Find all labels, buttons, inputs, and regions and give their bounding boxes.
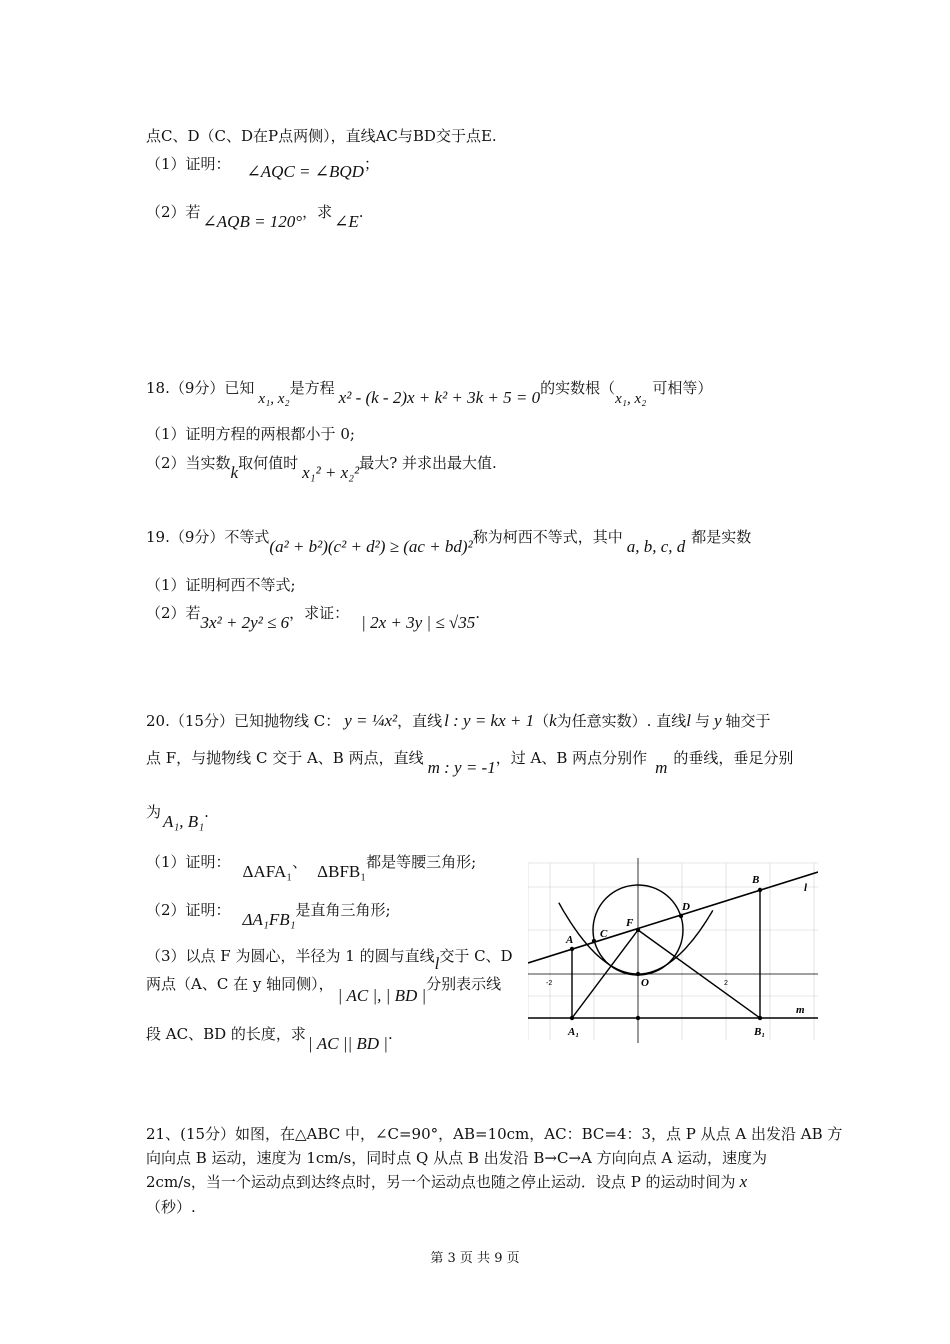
point-m-origin: [636, 1016, 640, 1020]
q17-part1-math: ∠AQC = ∠BQD: [246, 162, 364, 181]
q18-part2: [146, 453, 497, 482]
q20-head: [146, 711, 771, 731]
q17-part2-math2: ∠E: [334, 212, 359, 231]
q20-line-l: l : y = kx + 1: [444, 711, 535, 730]
point-f: [636, 928, 640, 932]
q20-with: 与: [694, 712, 710, 730]
q17-part2: [146, 202, 364, 231]
q19-part2-goal: | 2x + 3y | ≤ √35: [361, 613, 476, 632]
q20-line-k: k: [549, 711, 557, 730]
q18-part2-expr: x₁² + x₂²: [302, 463, 360, 482]
point-b1: [758, 1016, 762, 1020]
q17-part2-math: ∠AQB = 120°: [202, 212, 303, 231]
tick-label-neg2: -2: [546, 980, 553, 987]
q20-part3-row3: [146, 1024, 393, 1053]
point-c: [592, 939, 596, 943]
q20-part2: [146, 900, 391, 929]
q18-tail-a: 的实数根（: [540, 379, 616, 397]
q19-part2-end: .: [475, 604, 481, 622]
page-footer: 第 3 页 共 9 页: [430, 1251, 520, 1266]
point-b: [758, 888, 762, 892]
point-a1: [570, 1016, 574, 1020]
q20-line-a: ，直线: [397, 712, 443, 730]
q20-figure: [528, 855, 818, 1045]
q20-part3-row2-b: 分别表示线: [426, 975, 502, 993]
q20-row3-a: 为: [146, 803, 162, 821]
q18-number: 18.（9分）已知: [146, 379, 255, 397]
q19-tail: 都是实数: [691, 528, 752, 546]
label-c: C: [600, 928, 608, 940]
q18-is-eq: 是方程: [289, 379, 335, 397]
q20-part1-a: （1）证明：: [146, 853, 231, 871]
q21-row4: （秒）.: [146, 1198, 196, 1216]
q18-equation: x² - (k - 2)x + k² + 3k + 5 = 0: [338, 388, 541, 407]
q20-part3-row2-m: | AC |, | BD |: [337, 986, 427, 1005]
q20-part2-t: ΔA₁FB₁: [242, 910, 296, 929]
q20-row3-end: .: [204, 803, 209, 821]
q20-part1: [146, 852, 477, 881]
q20-part1-b: 都是等腰三角形;: [366, 853, 477, 871]
q18-roots: x₁, x₂: [258, 391, 290, 407]
q20-row2-c: 的垂线，垂足分别: [673, 749, 794, 767]
label-a: A: [566, 934, 574, 946]
q17-part1-end: ；: [363, 155, 379, 173]
q18-head: [146, 378, 713, 407]
point-d: [679, 914, 683, 918]
q17-part1-label: （1）证明：: [146, 155, 231, 173]
q20-row2-b: ，过 A、B 两点分别作: [495, 749, 648, 767]
q20-part3-b: 交于 C、D: [439, 947, 513, 965]
q20-part1-t1: ΔAFA₁: [242, 862, 293, 881]
q19-part2-cond: 3x² + 2y² ≤ 6: [200, 613, 290, 632]
q19-part2: [146, 603, 481, 632]
q18-tail-b: 可相等）: [652, 379, 713, 397]
q20-part2-b: 是直角三角形;: [295, 901, 391, 919]
q20-row2-m: m : y = -1: [427, 758, 496, 777]
label-a1: A₁: [568, 1026, 580, 1038]
point-o: [636, 972, 640, 976]
point-a: [570, 947, 574, 951]
q20-row2-a: 点 F，与抛物线 C 交于 A、B 两点，直线: [146, 749, 424, 767]
q20-part3-row3-a: 段 AC、BD 的长度，求: [146, 1025, 306, 1043]
label-d: D: [682, 901, 690, 913]
q19-mid: 称为柯西不等式，其中: [472, 528, 623, 546]
q19-part2-b: ，求证：: [289, 604, 350, 622]
q18-part2-k: k: [230, 463, 239, 482]
q20-l: l: [686, 711, 691, 730]
q21-row3: [146, 1172, 747, 1192]
q20-part3-row2-a: 两点（A、C 在 y 轴同侧），: [146, 975, 334, 993]
q18-part2-b: 取何值时: [238, 454, 299, 472]
parabola-curve: [559, 903, 713, 974]
q20-part3: [146, 946, 513, 973]
q19-head: [146, 527, 752, 556]
q18-part1: （1）证明方程的两根都小于 0;: [146, 425, 355, 443]
q17-part2-end: .: [358, 203, 364, 221]
q20-axis: 轴交于: [725, 712, 771, 730]
label-b: B: [752, 874, 760, 886]
label-b1: B₁: [754, 1026, 766, 1038]
q20-row2: [146, 748, 794, 777]
label-l: l: [804, 882, 808, 894]
q21-row3-a: 2cm/s，当一个运动点到达终点时，另一个运动点也随之停止运动．设点 P 的运动时间为: [146, 1173, 736, 1191]
q20-part2-a: （2）证明：: [146, 901, 231, 919]
q20-part3-row3-b: .: [387, 1025, 393, 1043]
tick-label-2: 2: [724, 980, 728, 987]
q20-parabola: y = ¼x²: [344, 711, 398, 730]
q19-number: 19.（9分）不等式: [146, 528, 270, 546]
q20-part1-sep: 、: [292, 853, 308, 871]
label-o: O: [641, 977, 649, 989]
q20-row3-pts: A₁, B₁: [163, 812, 205, 831]
q20-row2-mm: m: [655, 758, 668, 777]
q20-number: 20.（15分）已知抛物线 C：: [146, 712, 341, 730]
label-f: F: [626, 917, 634, 929]
q20-part1-t2: ΔBFB₁: [317, 862, 367, 881]
q20-part3-row3-m: | AC || BD |: [307, 1034, 388, 1053]
q20-part3-l: l: [434, 954, 440, 973]
q19-part1: （1）证明柯西不等式;: [146, 576, 296, 594]
q20-line-b: （: [534, 712, 550, 730]
q21-row3-x: x: [739, 1172, 748, 1191]
q18-part2-a: （2）当实数: [146, 454, 231, 472]
q18-tail-roots: x₁, x₂: [615, 391, 647, 407]
q20-part3-row2: [146, 974, 502, 1005]
q20-line-c: 为任意实数）. 直线: [556, 712, 687, 730]
q21-row1: 21、(15分）如图，在△ABC 中，∠C=90°，AB=10cm，AC：BC=4：3，点 P 从点 A 出发沿 AB 方: [146, 1125, 843, 1143]
q20-y: y: [713, 711, 722, 730]
q17-part2-mid: ，求: [302, 203, 333, 221]
q18-part2-c: 最大? 并求出最大值.: [359, 454, 497, 472]
q19-inequality: (a² + b²)(c² + d²) ≥ (ac + bd)²: [269, 537, 473, 556]
q17-part1: [146, 154, 379, 181]
q20-row3: [146, 802, 209, 831]
q19-vars: a, b, c, d: [626, 537, 686, 556]
q17-part2-label: （2）若: [146, 203, 201, 221]
label-m: m: [796, 1004, 805, 1016]
q20-part3-a: （3）以点 F 为圆心，半径为 1 的圆与直线: [146, 947, 435, 965]
q19-part2-a: （2）若: [146, 604, 201, 622]
q17-intro: 点C、D（C、D在P点两侧），直线AC与BD交于点E.: [146, 127, 497, 145]
q21-row2: 向向点 B 运动，速度为 1cm/s，同时点 Q 从点 B 出发沿 B→C→A 方向向点 A 运动，速度为: [146, 1149, 768, 1167]
